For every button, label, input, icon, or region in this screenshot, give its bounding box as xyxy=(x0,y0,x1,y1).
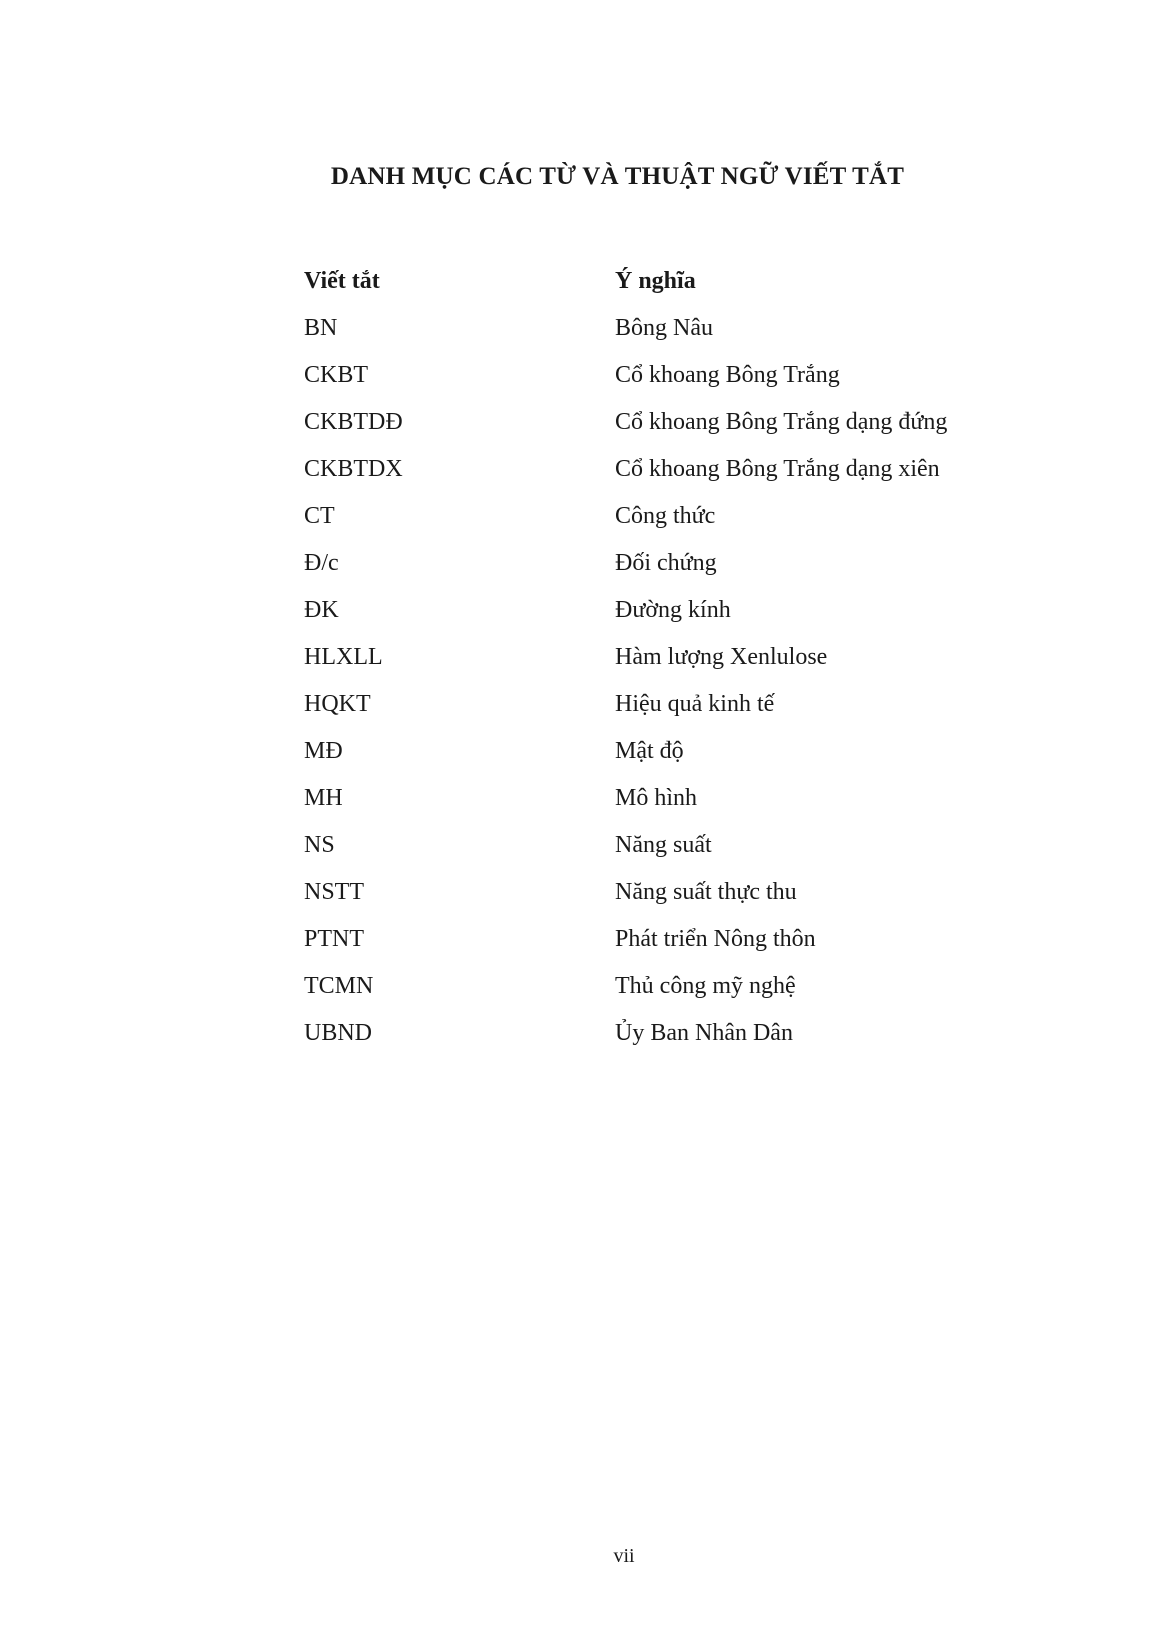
abbreviation-cell: Đ/c xyxy=(304,550,339,576)
meaning-cell: Mô hình xyxy=(615,785,698,811)
abbreviation-cell: MĐ xyxy=(304,738,343,764)
table-row xyxy=(304,681,947,728)
table-row xyxy=(304,634,947,681)
abbreviation-cell: TCMN xyxy=(304,973,374,999)
page-number: vii xyxy=(613,1545,635,1567)
table-row xyxy=(304,1010,947,1057)
table-row xyxy=(304,822,947,869)
meaning-cell: Ủy Ban Nhân Dân xyxy=(615,1020,793,1046)
abbreviation-cell: CT xyxy=(304,503,335,529)
table-row xyxy=(304,916,947,963)
meaning-cell: Hiệu quả kinh tế xyxy=(615,691,775,717)
table-row xyxy=(304,352,947,399)
abbreviation-cell: CKBTDĐ xyxy=(304,409,403,435)
page-title: DANH MỤC CÁC TỪ VÀ THUẬT NGỮ VIẾT TẮT xyxy=(330,163,905,190)
meaning-cell: Thủ công mỹ nghệ xyxy=(615,973,796,999)
abbreviation-cell: MH xyxy=(304,785,343,811)
meaning-cell: Năng suất thực thu xyxy=(615,879,797,905)
meaning-cell: Đường kính xyxy=(615,597,731,623)
meaning-cell: Công thức xyxy=(615,503,716,529)
meaning-cell: Cổ khoang Bông Trắng dạng xiên xyxy=(615,456,940,482)
table-row xyxy=(304,728,947,775)
abbreviation-table xyxy=(304,258,947,1057)
meaning-cell: Mật độ xyxy=(615,738,684,764)
meaning-cell: Năng suất xyxy=(615,832,712,858)
meaning-cell: Bông Nâu xyxy=(615,315,713,341)
meaning-cell: Phát triển Nông thôn xyxy=(615,926,816,952)
table-row xyxy=(304,587,947,634)
meaning-cell: Cổ khoang Bông Trắng xyxy=(615,362,840,388)
abbreviation-cell: CKBT xyxy=(304,362,369,388)
meaning-cell: Hàm lượng Xenlulose xyxy=(615,644,828,670)
abbreviation-cell: CKBTDX xyxy=(304,456,403,482)
meaning-cell: Đối chứng xyxy=(615,550,717,576)
table-row xyxy=(304,540,947,587)
header-meaning: Ý nghĩa xyxy=(615,268,696,294)
abbreviation-cell: BN xyxy=(304,315,338,341)
table-header-row xyxy=(304,258,947,305)
table-row xyxy=(304,399,947,446)
table-row xyxy=(304,446,947,493)
table-row xyxy=(304,775,947,822)
table-row xyxy=(304,869,947,916)
abbreviation-cell: ĐK xyxy=(304,597,339,623)
table-row xyxy=(304,493,947,540)
meaning-cell: Cổ khoang Bông Trắng dạng đứng xyxy=(615,409,948,435)
table-row xyxy=(304,305,947,352)
abbreviation-cell: UBND xyxy=(304,1020,373,1046)
table-row xyxy=(304,963,947,1010)
header-abbreviation: Viết tắt xyxy=(304,268,380,294)
abbreviation-cell: NSTT xyxy=(304,879,364,905)
abbreviation-cell: HQKT xyxy=(304,691,371,717)
abbreviation-cell: PTNT xyxy=(304,926,364,952)
abbreviation-cell: NS xyxy=(304,832,335,858)
abbreviation-cell: HLXLL xyxy=(304,644,383,670)
